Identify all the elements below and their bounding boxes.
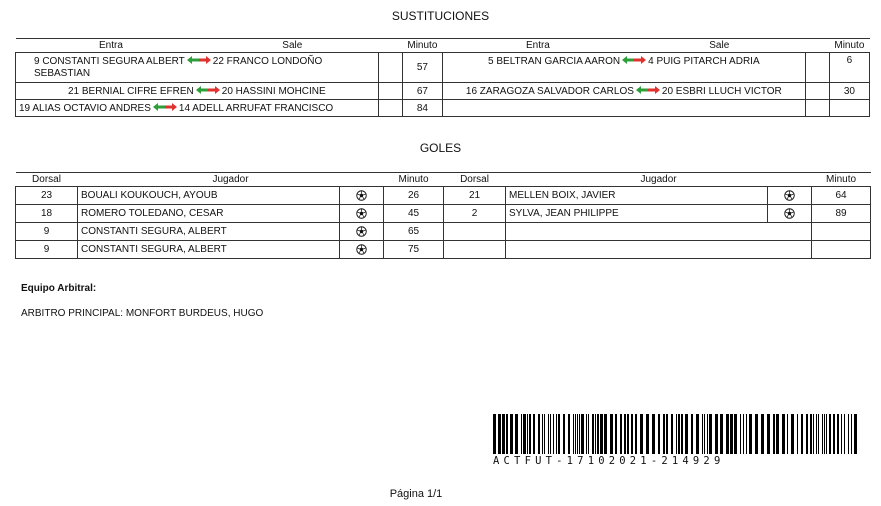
barcode-bar (592, 414, 594, 454)
barcode-bar (515, 414, 518, 454)
substitution-cell (16, 83, 379, 100)
barcode-bar (666, 414, 668, 454)
goal-icon-cell (340, 241, 384, 259)
goals-table (15, 172, 871, 259)
empty-cell (378, 100, 402, 117)
barcode-bar (550, 414, 551, 454)
substitutions-table (15, 38, 870, 117)
barcode-bar (702, 414, 703, 454)
barcode-bar (502, 414, 505, 454)
empty-cell (805, 100, 829, 117)
goals-title: GOLES (419, 141, 462, 155)
barcode-bar (851, 414, 852, 454)
sub-minute: 84 (402, 100, 442, 117)
header-minuto: Minuto (384, 173, 444, 187)
substitution-row (16, 53, 870, 83)
empty-cell (444, 241, 506, 259)
goal-icon-cell (340, 223, 384, 241)
goal-minute: 45 (384, 205, 444, 223)
barcode-bar (575, 414, 576, 454)
sub-out-player: 20 ESBRI LLUCH VICTOR (661, 86, 782, 97)
barcode-bar (521, 414, 522, 454)
sub-minute: 67 (402, 83, 442, 100)
goal-player: SYLVA, JEAN PHILIPPE (506, 205, 768, 223)
goal-dorsal: 23 (16, 187, 78, 205)
barcode-bar (529, 414, 531, 454)
empty-cell (506, 223, 812, 241)
barcode-bar (498, 414, 501, 454)
barcode-bar (610, 414, 613, 454)
substitution-cell (16, 53, 379, 83)
goal-icon-cell (768, 187, 812, 205)
barcode-bar (597, 414, 599, 454)
barcode-bar (826, 414, 827, 454)
goal-minute: 26 (384, 187, 444, 205)
substitution-row (16, 83, 870, 100)
sub-out-player: 4 PUIG PITARCH ADRIA (648, 56, 760, 67)
goal-player: MELLEN BOIX, JAVIER (506, 187, 768, 205)
goal-row (16, 187, 871, 205)
barcode-bar (527, 414, 528, 454)
goal-dorsal: 9 (16, 241, 78, 259)
goal-row (16, 205, 871, 223)
soccer-ball-icon (784, 208, 795, 219)
barcode-bar (652, 414, 655, 454)
goals-header-row (16, 173, 871, 187)
barcode-bar (761, 414, 764, 454)
goal-player: CONSTANTI SEGURA, ALBERT (78, 223, 340, 241)
barcode-bar (837, 414, 839, 454)
swap-arrow-icon (195, 85, 221, 95)
barcode-bar (581, 414, 584, 454)
goal-icon-cell (340, 187, 384, 205)
barcode-bar (707, 414, 708, 454)
goal-icon-cell (768, 205, 812, 223)
barcode-bar (586, 414, 587, 454)
soccer-ball-icon (356, 244, 367, 255)
swap-arrow-icon (152, 102, 178, 112)
empty-cell (829, 100, 869, 117)
barcode-bar (631, 414, 633, 454)
goal-icon-cell (340, 205, 384, 223)
barcode-bar (844, 414, 845, 454)
barcode-bar (767, 414, 770, 454)
goal-minute: 75 (384, 241, 444, 259)
goal-minute: 64 (812, 187, 871, 205)
barcode-bar (691, 414, 693, 454)
empty-cell (805, 83, 829, 100)
soccer-ball-icon (356, 208, 367, 219)
barcode-bar (558, 414, 560, 454)
barcode-bar (801, 414, 803, 454)
barcode-bar (704, 414, 705, 454)
barcode-bar (743, 414, 744, 454)
soccer-ball-icon (356, 226, 367, 237)
header-empty (378, 39, 402, 53)
barcode-bar (773, 414, 775, 454)
barcode-bar (595, 414, 596, 454)
soccer-ball-icon (784, 190, 795, 201)
header-jugador: Jugador (78, 173, 384, 187)
goal-minute: 65 (384, 223, 444, 241)
sub-in-player: 21 BERNIAL CIFRE EFREN (67, 86, 194, 97)
barcode-bar (715, 414, 718, 454)
barcode (493, 414, 860, 454)
sub-out-player: 20 HASSINI MOHCINE (221, 86, 326, 97)
barcode-bar (573, 414, 574, 454)
barcode-bar (791, 414, 794, 454)
sub-in-player: 16 ZARAGOZA SALVADOR CARLOS (465, 86, 634, 97)
barcode-bar (563, 414, 565, 454)
goal-dorsal: 2 (444, 205, 506, 223)
barcode-bar (833, 414, 835, 454)
header-entra: Entra (16, 39, 207, 53)
barcode-bar (533, 414, 535, 454)
barcode-bar (646, 414, 649, 454)
referee-main: ARBITRO PRINCIPAL: MONFORT BURDEUS, HUGO (21, 308, 264, 319)
barcode-bar (620, 414, 622, 454)
soccer-ball-icon (356, 190, 367, 201)
barcode-bar (658, 414, 660, 454)
barcode-bar (749, 414, 752, 454)
goal-dorsal: 18 (16, 205, 78, 223)
barcode-bar (734, 414, 737, 454)
substitutions-header-row (16, 39, 870, 53)
barcode-bar (696, 414, 699, 454)
barcode-bar (671, 414, 673, 454)
page-number: Página 1/1 (389, 488, 443, 500)
empty-cell (812, 223, 871, 241)
header-sale: Sale (206, 39, 378, 53)
barcode-text: ACTFUT-17102021-214929 (493, 455, 725, 467)
barcode-bar (510, 414, 513, 454)
barcode-bar (624, 414, 626, 454)
sub-minute: 6 (829, 53, 869, 83)
swap-arrow-icon (621, 55, 647, 65)
empty-cell (506, 241, 812, 259)
barcode-bar (829, 414, 831, 454)
barcode-bar (577, 414, 578, 454)
barcode-bar (813, 414, 814, 454)
barcode-bar (553, 414, 554, 454)
sub-in-player: 5 BELTRAN GARCIA AARON (488, 56, 621, 67)
header-minuto: Minuto (829, 39, 869, 53)
substitution-row (16, 100, 870, 117)
barcode-bar (600, 414, 603, 454)
barcode-bar (663, 414, 665, 454)
barcode-bar (678, 414, 680, 454)
header-empty (805, 39, 829, 53)
barcode-bar (824, 414, 825, 454)
barcode-bar (544, 414, 545, 454)
goal-player: BOUALI KOUKOUCH, AYOUB (78, 187, 340, 205)
swap-arrow-icon (635, 85, 661, 95)
empty-cell (378, 53, 402, 83)
barcode-bar (604, 414, 607, 454)
barcode-bar (816, 414, 817, 454)
goal-row (16, 223, 871, 241)
barcode-bar (755, 414, 758, 454)
barcode-bar (822, 414, 823, 454)
barcode-bar (627, 414, 629, 454)
sub-out-player: 22 FRANCO LONDOÑO SEBASTIAN (34, 56, 323, 79)
barcode-bar (797, 414, 798, 454)
barcode-bar (635, 414, 637, 454)
header-dorsal: Dorsal (444, 173, 506, 187)
barcode-bar (730, 414, 733, 454)
barcode-bar (776, 414, 779, 454)
barcode-bar (588, 414, 589, 454)
barcode-bar (542, 414, 543, 454)
goal-minute: 89 (812, 205, 871, 223)
empty-cell (812, 241, 871, 259)
goal-row (16, 241, 871, 259)
barcode-bar (818, 414, 819, 454)
swap-arrow-icon (186, 55, 212, 65)
empty-cell (444, 223, 506, 241)
barcode-bar (854, 414, 857, 454)
sub-in-player: 19 ALIAS OCTAVIO ANDRES (19, 103, 151, 114)
barcode-bar (746, 414, 747, 454)
sub-minute: 57 (402, 53, 442, 83)
barcode-bar (787, 414, 788, 454)
barcode-bar (579, 414, 580, 454)
substitution-cell (442, 83, 805, 100)
barcode-bar (782, 414, 785, 454)
substitution-cell (442, 53, 805, 83)
substitutions-title: SUSTITUCIONES (391, 9, 490, 23)
barcode-bar (720, 414, 723, 454)
sub-minute: 30 (829, 83, 869, 100)
barcode-bar (685, 414, 688, 454)
barcode-bar (493, 414, 496, 454)
barcode-bar (726, 414, 729, 454)
barcode-bar (810, 414, 812, 454)
barcode-bar (523, 414, 526, 454)
barcode-bar (841, 414, 842, 454)
header-jugador: Jugador (506, 173, 812, 187)
barcode-bar (548, 414, 549, 454)
empty-cell (805, 53, 829, 83)
referee-heading: Equipo Arbitral: (21, 283, 97, 294)
barcode-bar (806, 414, 808, 454)
barcode-bar (740, 414, 741, 454)
barcode-bar (848, 414, 849, 454)
barcode-bar (615, 414, 617, 454)
barcode-bar (506, 414, 508, 454)
goal-player: ROMERO TOLEDANO, CESAR (78, 205, 340, 223)
sub-in-player: 9 CONSTANTI SEGURA ALBERT (34, 56, 185, 67)
header-sale: Sale (633, 39, 805, 53)
goal-dorsal: 9 (16, 223, 78, 241)
barcode-bar (676, 414, 677, 454)
barcode-bar (709, 414, 712, 454)
substitution-cell (16, 100, 379, 117)
header-entra: Entra (442, 39, 633, 53)
barcode-bar (568, 414, 570, 454)
barcode-bar (556, 414, 557, 454)
barcode-bar (640, 414, 643, 454)
header-minuto: Minuto (402, 39, 442, 53)
empty-cell (378, 83, 402, 100)
barcode-bar (538, 414, 540, 454)
empty-cell (442, 100, 805, 117)
goal-player: CONSTANTI SEGURA, ALBERT (78, 241, 340, 259)
sub-out-player: 14 ADELL ARRUFAT FRANCISCO (178, 103, 334, 114)
barcode-bar (681, 414, 683, 454)
header-minuto: Minuto (812, 173, 871, 187)
header-dorsal: Dorsal (16, 173, 78, 187)
goal-dorsal: 21 (444, 187, 506, 205)
